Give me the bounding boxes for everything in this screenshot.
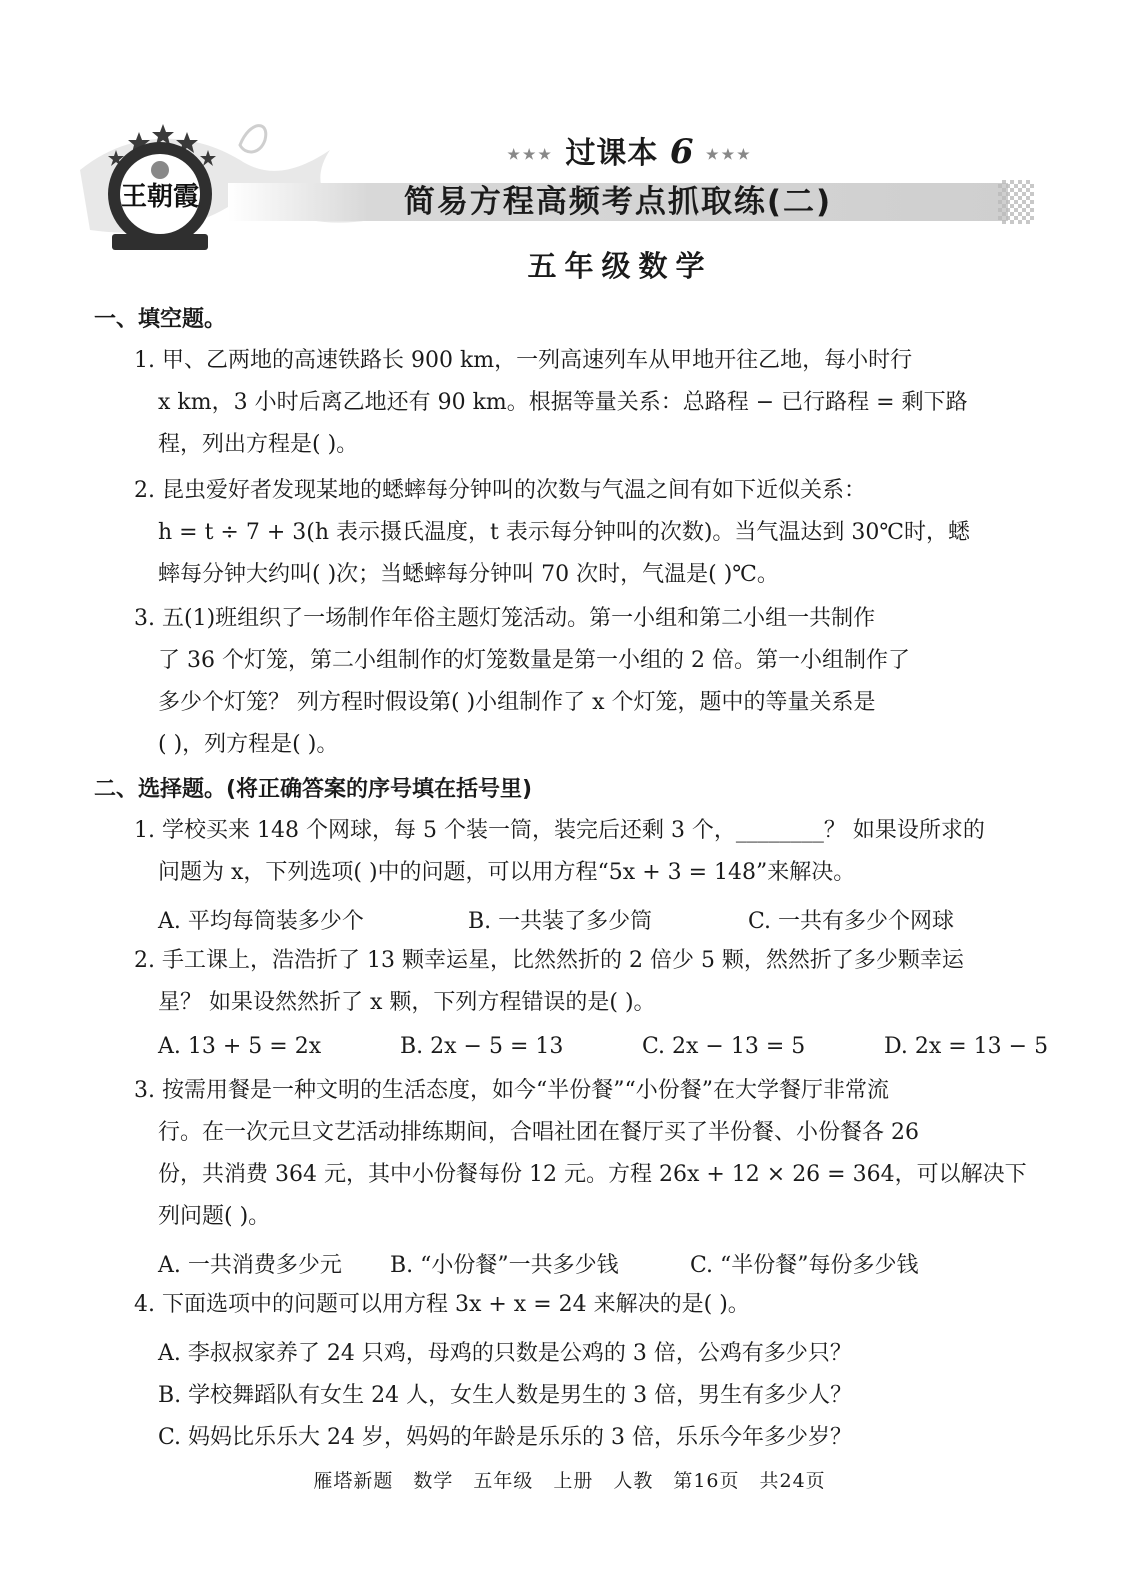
q-line: x km，3 小时后离乙地还有 90 km。根据等量关系：总路程 − 已行路程 = 剩下路 — [158, 390, 968, 415]
option-b: B. “小份餐”一共多少钱 — [390, 1253, 619, 1278]
q-line: 1. 学校买来 148 个网球，每 5 个装一筒，装完后还剩 3 个，________？ 如果设所求的 — [134, 818, 985, 843]
option-b: B. 一共装了多少筒 — [468, 909, 653, 934]
option-c: C. 一共有多少个网球 — [748, 909, 955, 934]
title-banner — [228, 180, 1034, 226]
question-1-1 — [134, 340, 1040, 466]
question-1-3 — [134, 598, 1040, 766]
option-d: D. 2x = 13 − 5 — [884, 1034, 1049, 1059]
option-a: A. 13 + 5 = 2x — [158, 1034, 322, 1059]
q-line: 1. 甲、乙两地的高速铁路长 900 km，一列高速列车从甲地开往乙地，每小时行 — [134, 348, 913, 373]
q-line: 问题为 x，下列选项( )中的问题，可以用方程“5x + 3 = 148”来解决。 — [158, 860, 856, 885]
q-line: 3. 按需用餐是一种文明的生活态度，如今“半份餐”“小份餐”在大学餐厅非常流 — [134, 1078, 889, 1103]
q-line: 了 36 个灯笼，第二小组制作的灯笼数量是第一小组的 2 倍。第一小组制作了 — [158, 648, 910, 673]
stars-left-icon: ★★★ — [507, 147, 554, 163]
q-line: 程，列出方程是( )。 — [158, 432, 359, 457]
question-2-4 — [134, 1284, 1040, 1326]
option-c: C. 妈妈比乐乐大 24 岁，妈妈的年龄是乐乐的 3 倍，乐乐今年多少岁？ — [158, 1425, 853, 1450]
q-line: 星？ 如果设然然折了 x 颗，下列方程错误的是( )。 — [158, 990, 656, 1015]
option-a: A. 平均每筒装多少个 — [158, 909, 364, 934]
page-title: 简易方程高频考点抓取练(二) — [403, 184, 833, 220]
q-line: 份，共消费 364 元，其中小份餐每份 12 元。方程 26x + 12 × 26 = 364，可以解决下 — [158, 1162, 1027, 1187]
q-line: 列问题( )。 — [158, 1204, 271, 1229]
page-footer: 雁塔新题 数学 五年级 上册 人教 第16页 共24页 — [313, 1470, 826, 1492]
q-line: 蟀每分钟大约叫( )次；当蟋蟀每分钟叫 70 次时，气温是( )℃。 — [158, 562, 779, 587]
option-b: B. 学校舞蹈队有女生 24 人，女生人数是男生的 3 倍，男生有多少人？ — [158, 1383, 853, 1408]
q-line: 2. 昆虫爱好者发现某地的蟋蟀每分钟叫的次数与气温之间有如下近似关系： — [134, 478, 866, 503]
option-c: C. 2x − 13 = 5 — [642, 1034, 806, 1059]
section-title-fill-blank: 一、填空题。 — [94, 307, 227, 332]
question-2-3 — [134, 1070, 1040, 1238]
grade-subject: 五年级数学 — [527, 249, 713, 283]
logo-text: 王朝霞 — [120, 182, 200, 212]
question-1-2 — [134, 470, 1040, 596]
option-c: C. “半份餐”每份多少钱 — [690, 1253, 919, 1278]
option-a: A. 一共消费多少元 — [158, 1253, 342, 1278]
q-line: 4. 下面选项中的问题可以用方程 3x + x = 24 来解决的是( )。 — [134, 1292, 750, 1317]
q-line: ( )，列方程是( )。 — [158, 732, 339, 757]
q-line: 2. 手工课上，浩浩折了 13 颗幸运星，比然然折的 2 倍少 5 颗，然然折了多少颗幸运 — [134, 948, 964, 973]
q-line: 多少个灯笼？ 列方程时假设第( )小组制作了 x 个灯笼，题中的等量关系是 — [158, 690, 876, 715]
q-line: h = t ÷ 7 + 3(h 表示摄氏温度，t 表示每分钟叫的次数)。当气温达到 30℃时，蟋 — [158, 520, 971, 545]
q-line: 行。在一次元旦文艺活动排练期间，合唱社团在餐厅买了半份餐、小份餐各 26 — [158, 1120, 919, 1145]
brand-logo — [96, 122, 224, 260]
option-a: A. 李叔叔家养了 24 只鸡，母鸡的只数是公鸡的 3 倍，公鸡有多少只？ — [158, 1341, 852, 1366]
question-2-1 — [134, 810, 1040, 894]
series-number: 6 — [669, 132, 695, 172]
section-title-choice: 二、选择题。(将正确答案的序号填在括号里) — [94, 777, 533, 802]
question-2-2 — [134, 940, 1040, 1024]
series-text: 过课本 — [565, 136, 659, 171]
option-b: B. 2x − 5 = 13 — [400, 1034, 564, 1059]
series-label — [460, 128, 800, 172]
stars-right-icon: ★★★ — [706, 147, 753, 163]
q-line: 3. 五(1)班组织了一场制作年俗主题灯笼活动。第一小组和第二小组一共制作 — [134, 606, 876, 631]
